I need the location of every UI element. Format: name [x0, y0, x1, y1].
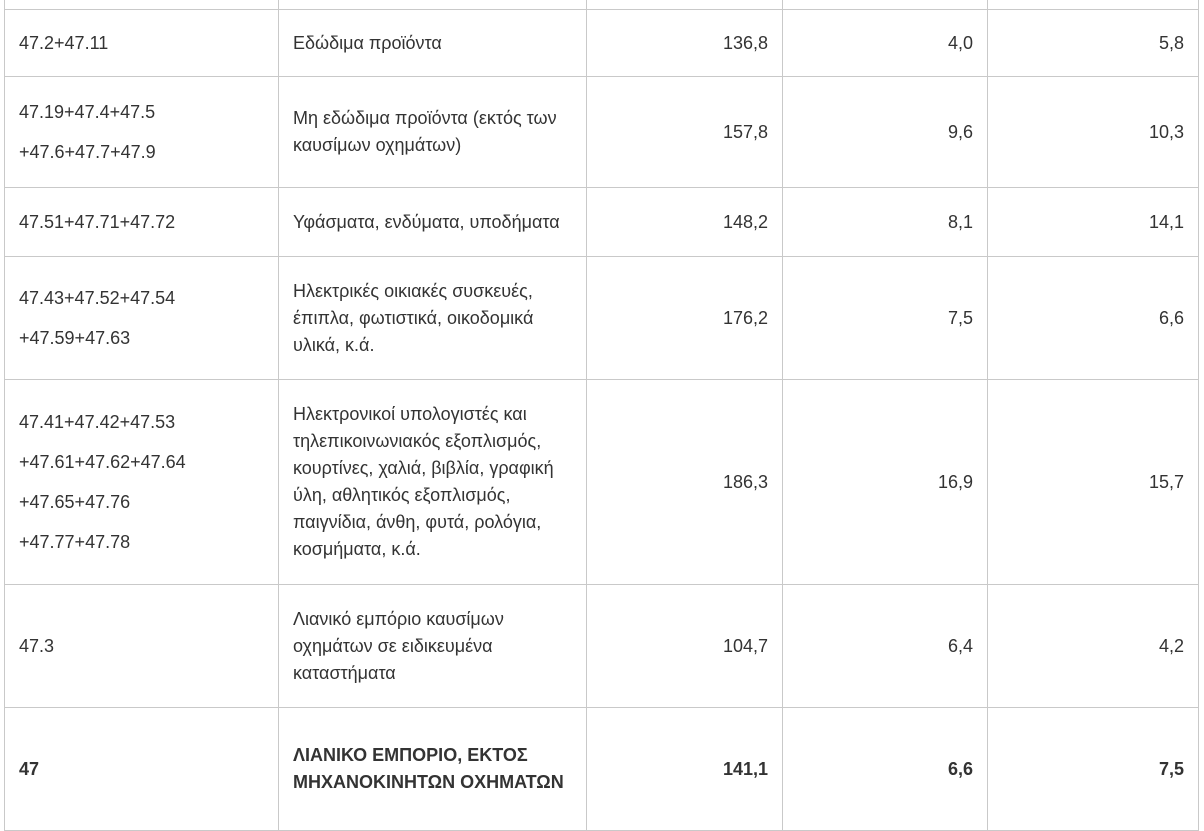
value-cell-3: 7,5: [988, 708, 1199, 831]
table-cell: [5, 0, 279, 10]
table-body: [5, 0, 1199, 831]
activity-code-cell: [5, 10, 279, 77]
value-cell-1: 136,8: [587, 10, 783, 77]
description-cell: Λιανικό εμπόριο καυσίμων οχημάτων σε ειδικευμένα καταστήματα: [279, 585, 587, 708]
value-cell-3: 15,7: [988, 380, 1199, 585]
activity-code: 47.41+47.42+47.53: [19, 412, 176, 432]
activity-code: +47.77+47.78: [19, 532, 131, 552]
table-row: [5, 585, 1199, 708]
value-cell-3: 10,3: [988, 77, 1199, 188]
value-cell-3: 4,2: [988, 585, 1199, 708]
activity-code: 47.51+47.71+47.72: [19, 211, 176, 232]
value-cell-1: 104,7: [587, 585, 783, 708]
table-row-partial-top: [5, 0, 1199, 10]
table-cell: [279, 0, 587, 10]
activity-code: 47.43+47.52+47.54: [19, 288, 176, 308]
activity-code: +47.59+47.63: [19, 328, 131, 348]
value-cell-3: 14,1: [988, 188, 1199, 257]
table-row: [5, 708, 1199, 831]
value-cell-3: 5,8: [988, 10, 1199, 77]
value-cell-1: 148,2: [587, 188, 783, 257]
value-cell-2: 16,9: [783, 380, 988, 585]
activity-code: 47.2+47.11: [19, 32, 109, 53]
retail-sales-table: [4, 0, 1199, 831]
value-cell-2: 8,1: [783, 188, 988, 257]
value-cell-2: 6,6: [783, 708, 988, 831]
activity-code-cell: [5, 380, 279, 585]
table-row: [5, 257, 1199, 380]
table-cell: [587, 0, 783, 10]
value-cell-1: 186,3: [587, 380, 783, 585]
table-cell: [783, 0, 988, 10]
description-cell: Εδώδιμα προϊόντα: [279, 10, 587, 77]
activity-code: +47.61+47.62+47.64: [19, 452, 186, 472]
table-row: [5, 188, 1199, 257]
value-cell-2: 4,0: [783, 10, 988, 77]
activity-code-cell: [5, 585, 279, 708]
description-cell: Ηλεκτρικές οικιακές συσκευές, έπιπλα, φωτιστικά, οικοδομικά υλικά, κ.ά.: [279, 257, 587, 380]
activity-code: 47.19+47.4+47.5: [19, 102, 156, 122]
description-cell: Ηλεκτρονικοί υπολογιστές και τηλεπικοινωνιακός εξοπλισμός, κουρτίνες, χαλιά, βιβλία, γραφική ύλη, αθλητικός εξοπλισμός, παιγνίδια, άνθη, φυτά, ρολόγια, κοσμήματα, κ.ά.: [279, 380, 587, 585]
activity-code-cell: [5, 708, 279, 831]
activity-code-cell: [5, 257, 279, 380]
table-row: [5, 380, 1199, 585]
value-cell-2: 6,4: [783, 585, 988, 708]
value-cell-2: 9,6: [783, 77, 988, 188]
value-cell-1: 176,2: [587, 257, 783, 380]
description-cell: ΛΙΑΝΙΚΟ ΕΜΠΟΡΙΟ, ΕΚΤΟΣ ΜΗΧΑΝΟΚΙΝΗΤΩΝ ΟΧΗΜΑΤΩΝ: [279, 708, 587, 831]
value-cell-3: 6,6: [988, 257, 1199, 380]
table-row: [5, 10, 1199, 77]
activity-code: 47: [19, 758, 40, 779]
activity-code: 47.3: [19, 635, 55, 656]
activity-code-cell: [5, 188, 279, 257]
value-cell-2: 7,5: [783, 257, 988, 380]
activity-code: +47.65+47.76: [19, 492, 131, 512]
activity-code-cell: [5, 77, 279, 188]
description-cell: Μη εδώδιμα προϊόντα (εκτός των καυσίμων οχημάτων): [279, 77, 587, 188]
description-cell: Υφάσματα, ενδύματα, υποδήματα: [279, 188, 587, 257]
table-row: [5, 77, 1199, 188]
value-cell-1: 141,1: [587, 708, 783, 831]
value-cell-1: 157,8: [587, 77, 783, 188]
activity-code: +47.6+47.7+47.9: [19, 142, 156, 162]
table-cell: [988, 0, 1199, 10]
